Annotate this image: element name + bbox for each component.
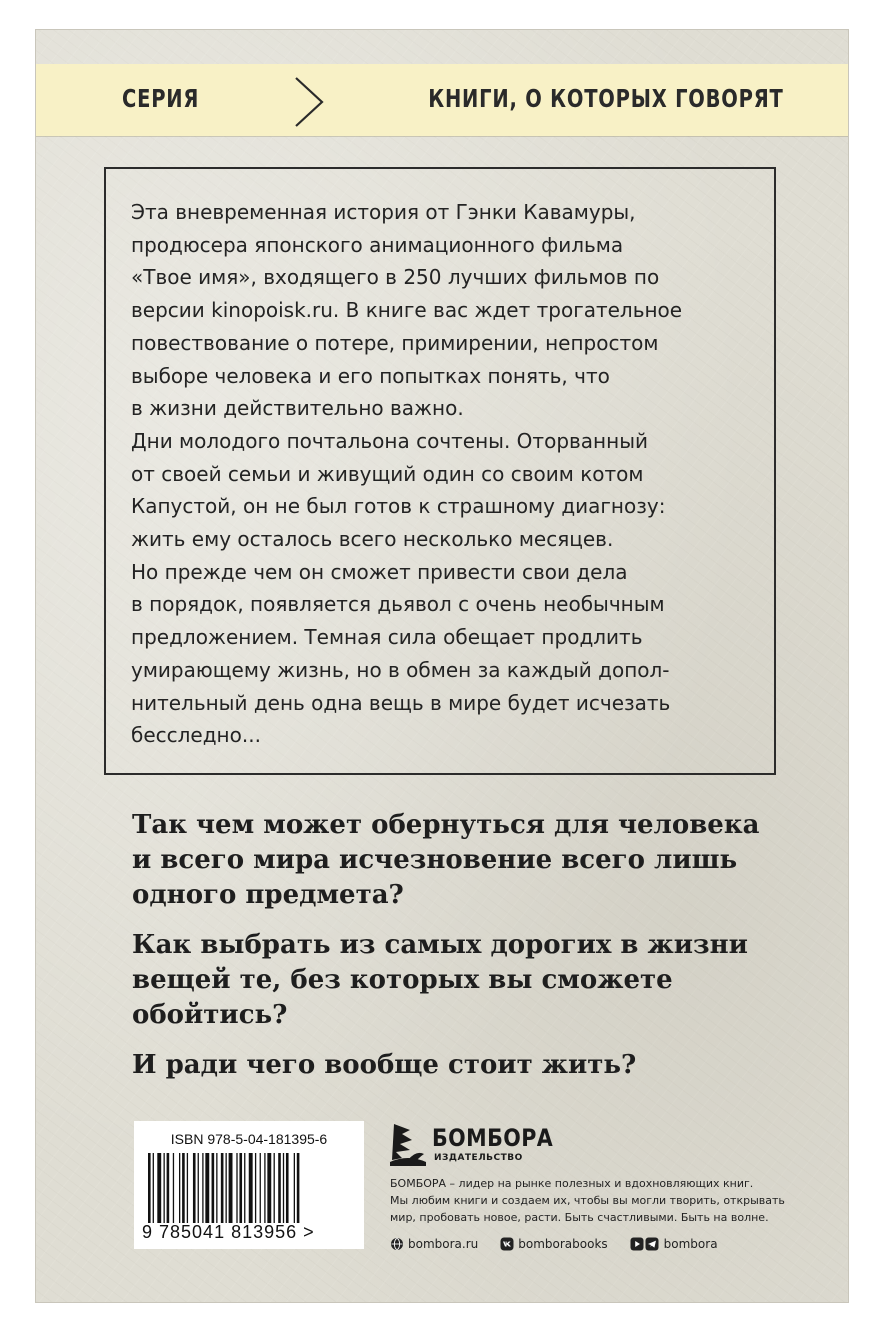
vk-icon — [500, 1237, 514, 1251]
blurb-line: Дни молодого почтальона сочтены. Оторванный — [131, 428, 648, 453]
blurb-text — [131, 196, 771, 752]
blurb-line: Но прежде чем он сможет привести свои дела — [131, 559, 628, 584]
blurb-line: предложением. Темная сила обещает продлить — [131, 625, 643, 650]
question-line: одного предмета? — [132, 880, 404, 910]
question — [132, 1048, 792, 1083]
globe-icon — [390, 1237, 404, 1251]
barcode-box — [134, 1121, 364, 1249]
publisher-name: БОМБОРА — [432, 1124, 554, 1152]
blurb-line: Капустой, он не был готов к страшному диагнозу: — [131, 494, 666, 519]
social-link-website[interactable] — [390, 1237, 478, 1251]
barcode-digits: 9 785041 813956 > — [142, 1222, 315, 1242]
blurb-line: в порядок, появляется дьявол с очень необычным — [131, 592, 665, 617]
question-line: вещей те, без которых вы сможете — [132, 965, 673, 995]
question-line: И ради чего вообще стоит жить? — [132, 1050, 637, 1080]
question-line: Так чем может обернуться для человека — [132, 810, 760, 840]
blurb-line: «Твое имя», входящего в 250 лучших фильмов по — [131, 265, 660, 290]
series-name: КНИГИ, О КОТОРЫХ ГОВОРЯТ — [428, 84, 784, 113]
blurb-line: жить ему осталось всего несколько месяцев. — [131, 527, 614, 552]
youtube-telegram-icon — [630, 1237, 660, 1251]
blurb-line: от своей семьи и живущий один со своим котом — [131, 461, 644, 486]
question-line: и всего мира исчезновение всего лишь — [132, 845, 738, 875]
chevron-right-icon — [292, 76, 326, 128]
blurb-line: повествование о потере, примирении, непростом — [131, 330, 659, 355]
publisher-subtitle: ИЗДАТЕЛЬСТВО — [434, 1153, 523, 1163]
barcode-icon — [148, 1153, 350, 1223]
question — [132, 808, 792, 913]
social-label: bombora — [663, 1237, 718, 1251]
publisher-description-line: БОМБОРА – лидер на рынке полезных и вдохновляющих книг. — [390, 1177, 754, 1190]
blurb-line: бесследно... — [131, 723, 261, 748]
publisher-description-line: Мы любим книги и создаем их, чтобы вы могли творить, открывать — [390, 1194, 785, 1207]
bombora-logo-icon — [388, 1120, 428, 1168]
blurb-line: Эта вневременная история от Гэнки Кавамуры, — [131, 200, 636, 224]
question-line: обойтись? — [132, 1000, 288, 1030]
series-label: СЕРИЯ — [122, 84, 200, 113]
question — [132, 928, 792, 1033]
question-line: Как выбрать из самых дорогих в жизни — [132, 930, 748, 960]
social-links — [390, 1235, 740, 1253]
questions — [132, 808, 792, 1098]
blurb-line: версии kinopoisk.ru. В книге вас ждет трогательное — [131, 298, 683, 323]
social-label: bomborabooks — [518, 1237, 608, 1251]
publisher-description — [390, 1175, 830, 1226]
social-link-vk[interactable] — [500, 1237, 607, 1251]
social-link-youtube-telegram[interactable] — [630, 1237, 718, 1251]
social-label: bombora.ru — [408, 1237, 479, 1251]
isbn-text: ISBN 978-5-04-181395-6 — [170, 1131, 328, 1147]
blurb-line: нительный день одна вещь в мире будет исчезать — [131, 690, 671, 715]
publisher-description-line: мир, пробовать новое, расти. Быть счастливыми. Быть на волне. — [390, 1211, 769, 1224]
blurb-line: выборе человека и его попытках понять, что — [131, 363, 610, 388]
blurb-line: умирающему жизнь, но в обмен за каждый допол- — [131, 657, 670, 682]
blurb-line: в жизни действительно важно. — [131, 396, 464, 421]
blurb-line: продюсера японского анимационного фильма — [131, 232, 624, 257]
